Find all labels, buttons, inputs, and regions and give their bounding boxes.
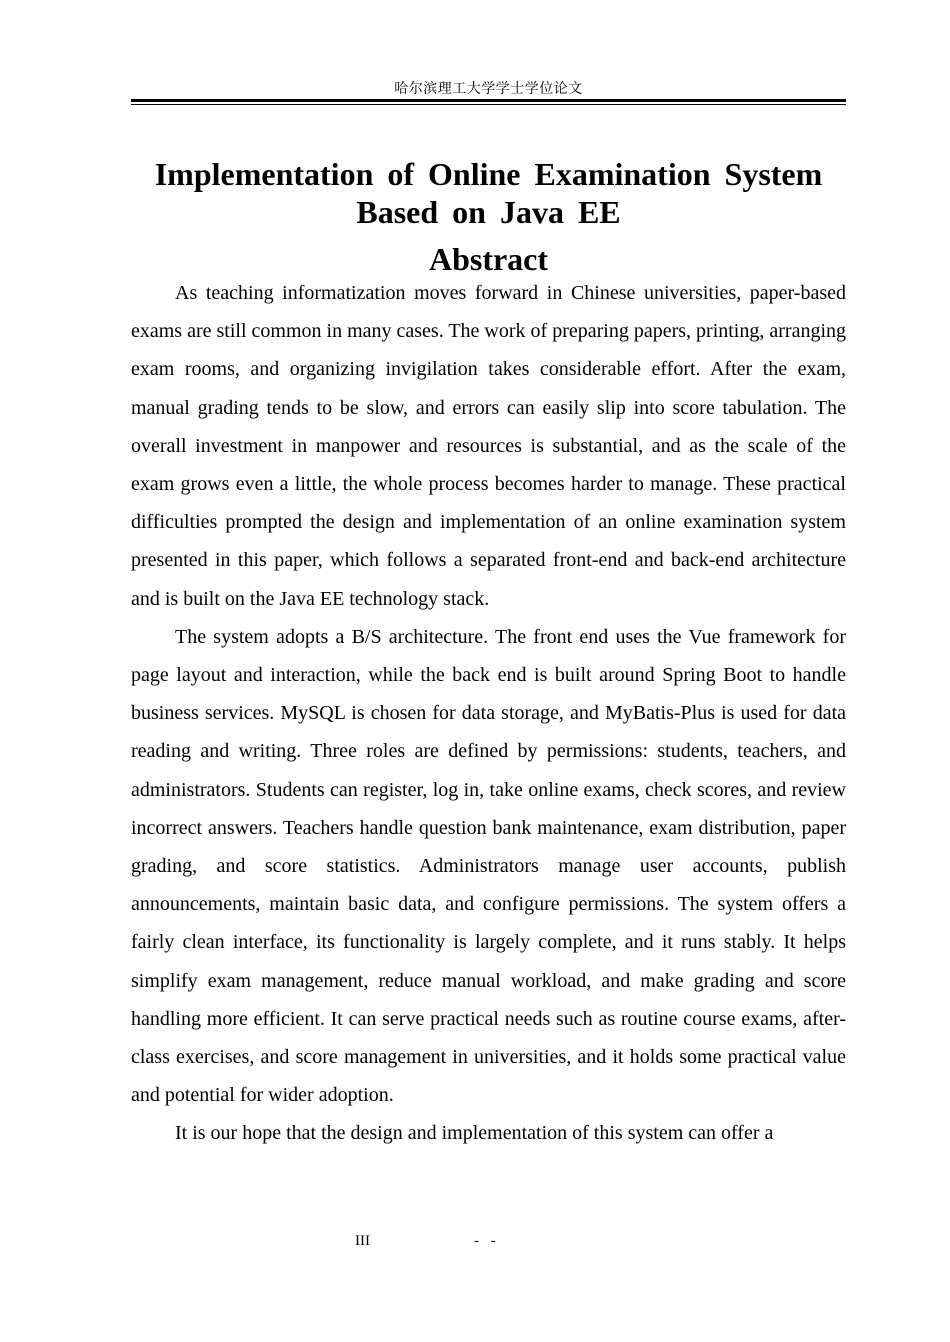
header-rule-thin (131, 104, 846, 105)
running-header: 哈尔滨理工大学学士学位论文 (394, 81, 583, 97)
abstract-paragraph: As teaching informatization moves forward in Chinese universities, paper-based exams are still common in many cases. The work of preparing papers, printing, arranging exam rooms, and organizing invigilation takes considerable effort. After the exam, manual grading tends to be slow, and errors can easily slip into score tabulation. The overall investment in manpower and resources is substantial, and as the scale of the exam grows even a little, the whole process becomes harder to manage. These practical difficulties prompted the design and implementation of an online examination system presented in this paper, which follows a separated front-end and back-end architecture and is built on the Java EE technology stack. (131, 282, 846, 610)
abstract-heading: Abstract (428, 241, 549, 277)
abstract-paragraph: The system adopts a B/S architecture. The front end uses the Vue framework for page layout and interaction, while the back end is built around Spring Boot to handle business services. MySQL is chosen for data storage, and MyBatis-Plus is used for data reading and writing. Three roles are defined by permissions: students, teachers, and administrators. Students can register, log in, take online exams, check scores, and review incorrect answers. Teachers handle question bank maintenance, exam distribution, paper grading, and score statistics. Administrators manage user accounts, publish announcements, maintain basic data, and configure permissions. The system offers a fairly clean interface, its functionality is largely complete, and it runs stably. It helps simplify exam management, reduce manual workload, and make grading and score handling more efficient. It can serve practical needs such as routine course exams, after-class exercises, and score management in universities, and it holds some practical value and potential for wider adoption. (131, 625, 846, 1107)
abstract-paragraph: It is our hope that the design and implementation of this system can offer a (175, 1122, 774, 1145)
header-rule-thick (131, 99, 846, 102)
footer-dashes: - - (474, 1233, 496, 1249)
abstract-body (131, 274, 846, 1153)
page-number: III (355, 1233, 370, 1249)
paper-title: Implementation of Online Examination System Based on Java EE (154, 156, 823, 230)
